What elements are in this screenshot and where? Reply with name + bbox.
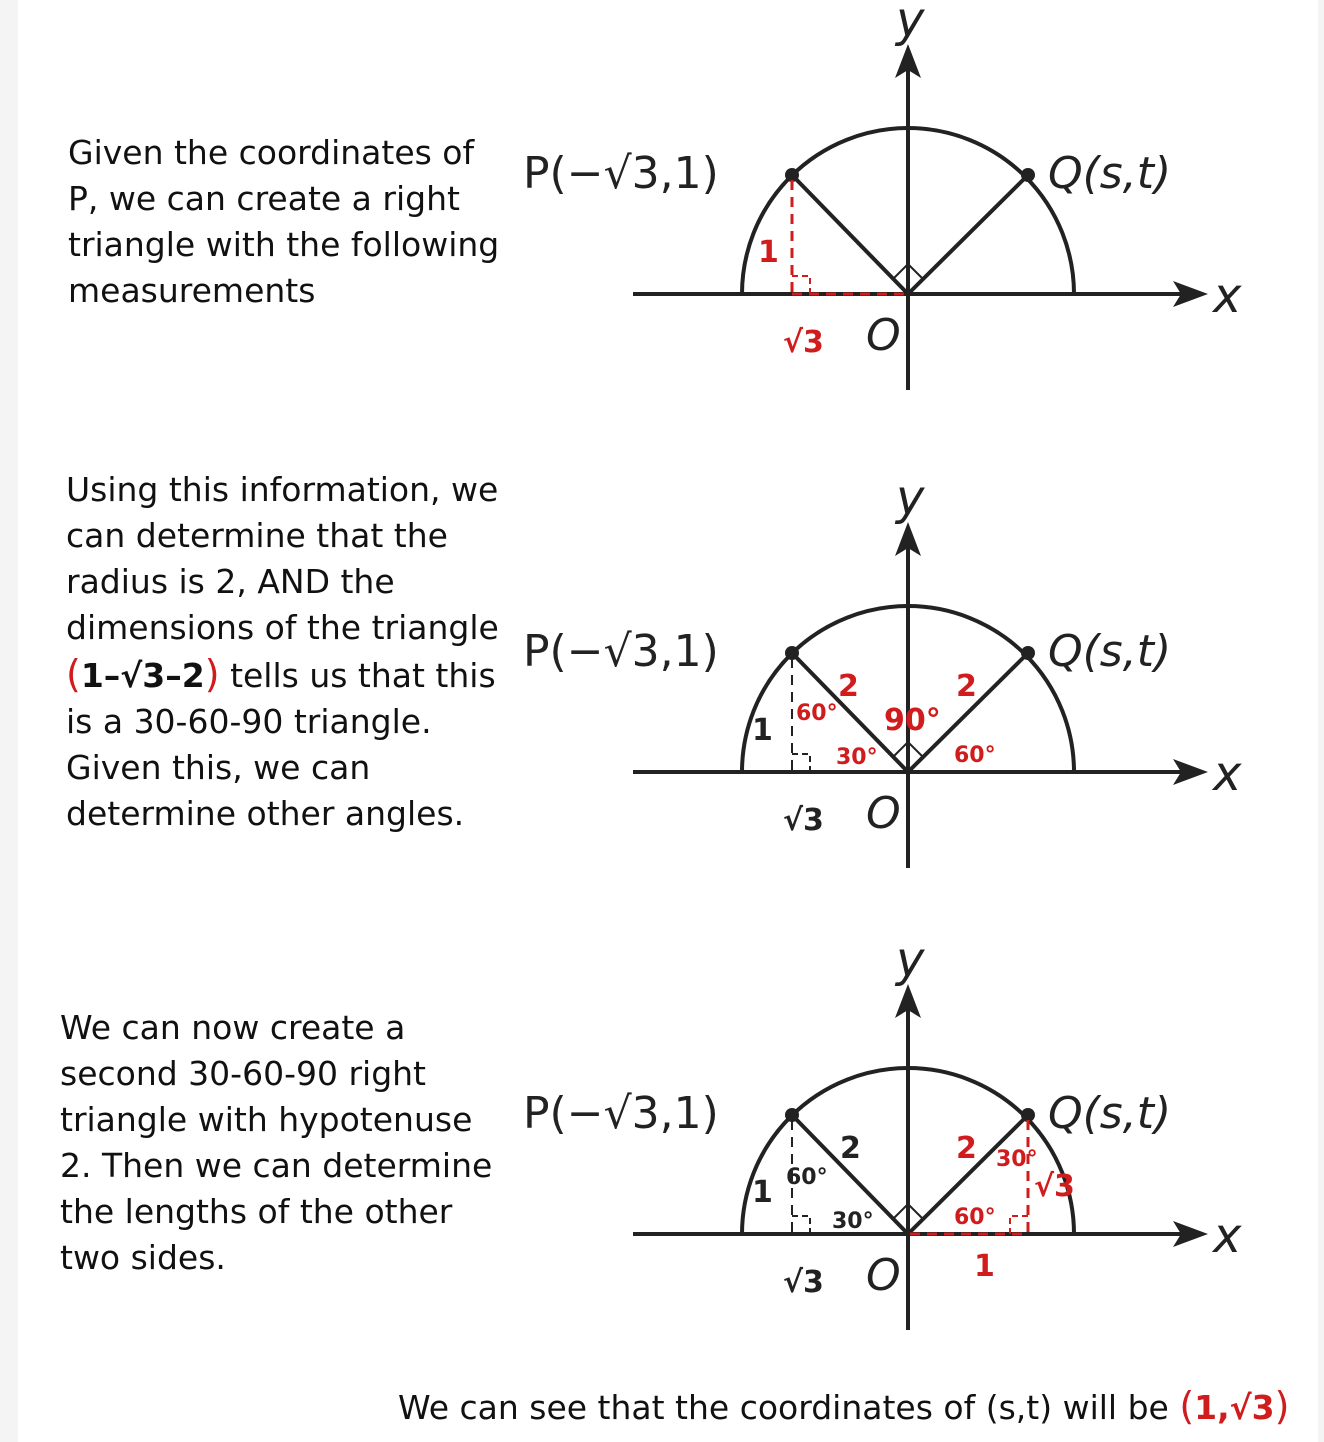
answer-x: 1, — [1194, 1388, 1230, 1427]
label-hyp-right: 2 — [956, 669, 977, 704]
origin-label: O — [866, 1250, 901, 1301]
conclusion-point: (s,t) — [985, 1388, 1053, 1427]
point-p-label: P(−√3,1) — [523, 148, 719, 199]
label-angle-60-right: 60° — [954, 743, 996, 768]
point-p — [785, 168, 799, 182]
label-leg-adjacent: √3 — [783, 325, 824, 360]
step-2-text — [66, 467, 506, 837]
label-angle-right: 90° — [884, 703, 941, 738]
label-angle-60-left: 60° — [786, 1165, 828, 1190]
label-hyp-left: 2 — [840, 1131, 861, 1166]
label-leg-adjacent: √3 — [783, 803, 824, 838]
label-q-leg-y: √3 — [1034, 1169, 1075, 1204]
conclusion-mid: will be — [1062, 1388, 1169, 1427]
point-q — [1021, 646, 1035, 660]
label-leg-opposite: 1 — [758, 235, 779, 270]
point-p-label: P(−√3,1) — [523, 626, 719, 677]
origin-label: O — [866, 310, 901, 361]
diagram-step-1 — [518, 0, 1258, 420]
x-axis-label: x — [1213, 1208, 1242, 1264]
label-angle-30-left: 30° — [836, 745, 878, 770]
diagram-step-3 — [518, 932, 1258, 1360]
segment-oq — [908, 175, 1028, 294]
page — [18, 0, 1318, 1442]
step-1-text: Given the coordinates of P, we can create a right triangle with the following measurements — [68, 133, 500, 310]
triangle-dimensions: (1–√3–2) — [66, 652, 220, 696]
diagram-step-2 — [518, 470, 1258, 898]
label-angle-60-right: 60° — [954, 1205, 996, 1230]
label-angle-30-left: 30° — [832, 1209, 874, 1234]
step-2-text-before: Using this information, we can determine that the radius is 2, AND the dimensions of the triangle — [66, 470, 499, 647]
origin-label: O — [866, 788, 901, 839]
label-leg-opposite: 1 — [752, 713, 773, 748]
point-q — [1021, 168, 1035, 182]
segment-op — [792, 175, 908, 294]
point-q — [1021, 1108, 1035, 1122]
conclusion-answer: (1,√3) — [1179, 1384, 1290, 1428]
point-p — [785, 646, 799, 660]
x-axis-label: x — [1213, 746, 1242, 802]
y-axis-label: y — [896, 932, 925, 988]
label-hyp-left: 2 — [838, 669, 859, 704]
answer-y: √3 — [1229, 1388, 1275, 1427]
point-q-label: Q(s,t) — [1048, 1088, 1172, 1139]
conclusion-text — [398, 1384, 1289, 1428]
label-leg-adjacent: √3 — [783, 1265, 824, 1300]
point-q-label: Q(s,t) — [1048, 626, 1172, 677]
step-2-text-after: tells us that this is a 30-60-90 triangle. Given this, we can determine other angles. — [66, 656, 496, 833]
point-p-label: P(−√3,1) — [523, 1088, 719, 1139]
label-q-leg-x: 1 — [974, 1249, 995, 1284]
y-axis-label: y — [896, 0, 925, 48]
point-p — [785, 1108, 799, 1122]
label-leg-opposite: 1 — [752, 1175, 773, 1210]
x-axis-label: x — [1213, 268, 1242, 324]
y-axis-label: y — [896, 470, 925, 526]
conclusion-lead: We can see that the coordinates of — [398, 1388, 976, 1427]
point-q-label: Q(s,t) — [1048, 148, 1172, 199]
label-angle-30-right: 30° — [996, 1147, 1038, 1172]
step-3-text: We can now create a second 30-60-90 right triangle with hypotenuse 2. Then we can determine the lengths of the other two sides. — [60, 1008, 493, 1277]
label-hyp-right: 2 — [956, 1131, 977, 1166]
label-angle-60-left: 60° — [796, 701, 838, 726]
